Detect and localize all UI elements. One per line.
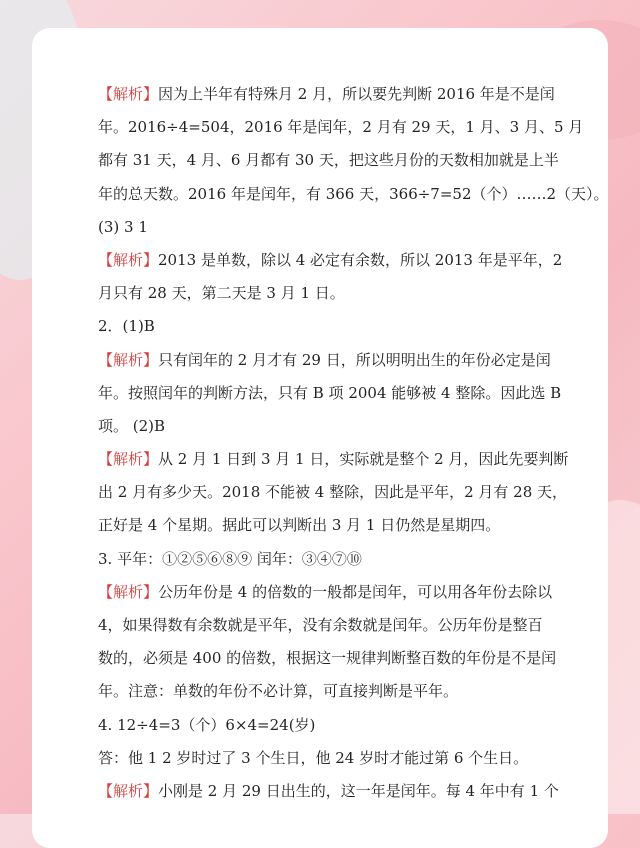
- text-line: [98, 742, 558, 775]
- text-line: [98, 377, 562, 410]
- line-body: 答：他 1 2 岁时过了 3 个生日，他 24 岁时才能过第 6 个生日。: [98, 748, 529, 767]
- text-line: [98, 310, 558, 343]
- line-body: 4，如果得数有余数就是平年，没有余数就是闰年。公历年份是整百: [98, 616, 543, 634]
- text-line: [98, 576, 558, 609]
- line-body: 2．(1)B: [98, 317, 155, 336]
- text-line: [98, 642, 558, 675]
- line-body: 年。按照闰年的判断方法，只有 B 项 2004 能够被 4 整除。因此选 B: [98, 383, 562, 402]
- line-body: 出 2 月有多少天。2018 不能被 4 整除，因此是平年，2 月有 28 天，: [98, 483, 568, 502]
- line-body: 小刚是 2 月 29 日出生的，这一年是闰年。每 4 年中有 1 个: [158, 781, 559, 800]
- line-body: 因为上半年有特殊月 2 月，所以要先判断 2016 年是不是闰: [158, 85, 555, 103]
- line-body: 3. 平年：①②⑤⑥⑧⑨ 闰年：③④⑦⑩: [98, 549, 362, 568]
- line-body: 2013 是单数，除以 4 必定有余数，所以 2013 年是平年，2: [158, 250, 563, 269]
- line-body: 年的总天数。2016 年是闰年，有 366 天，366÷7=52（个）……2（天）。: [98, 184, 609, 203]
- line-body: 年。注意：单数的年份不必计算，可直接判断是平年。: [98, 682, 459, 701]
- text-line: [98, 244, 563, 277]
- text-line: [98, 178, 609, 211]
- analysis-tag: 【解析】: [98, 85, 159, 103]
- text-line: [98, 78, 558, 111]
- text-line: [98, 476, 568, 509]
- analysis-tag: 【解析】: [98, 350, 159, 369]
- line-body: 只有闰年的 2 月才有 29 日，所以明明出生的年份必定是闰: [158, 350, 551, 369]
- analysis-tag: 【解析】: [98, 250, 159, 269]
- text-line: [98, 277, 558, 310]
- text-line: [98, 509, 558, 542]
- text-line: [98, 775, 558, 808]
- text-line: [98, 344, 558, 377]
- text-line: [98, 410, 558, 443]
- analysis-tag: 【解析】: [98, 582, 159, 601]
- analysis-tag: 【解析】: [98, 781, 159, 800]
- text-line: [98, 609, 558, 642]
- text-line: [98, 709, 558, 742]
- line-body: 都有 31 天，4 月、6 月都有 30 天，把这些月份的天数相加就是上半: [98, 151, 559, 170]
- line-body: 数的，必须是 400 的倍数，根据这一规律判断整百数的年份是不是闰: [98, 649, 557, 668]
- line-body: 月只有 28 天，第二天是 3 月 1 日。: [98, 284, 345, 303]
- text-line: [98, 111, 584, 144]
- text-line: [98, 211, 558, 244]
- text-line: [98, 543, 558, 576]
- analysis-tag: 【解析】: [98, 450, 159, 469]
- line-body: 正好是 4 个星期。据此可以判断出 3 月 1 日仍然是星期四。: [98, 516, 501, 535]
- line-body: 项。 (2)B: [98, 416, 166, 435]
- line-body: (3) 3 1: [98, 217, 148, 236]
- line-body: 公历年份是 4 的倍数的一般都是闰年，可以用各年份去除以: [158, 582, 553, 601]
- answer-text: [98, 78, 609, 808]
- line-body: 4. 12÷4=3（个）6×4=24(岁): [98, 715, 316, 734]
- text-line: [98, 144, 558, 177]
- line-body: 从 2 月 1 日到 3 月 1 日，实际就是整个 2 月，因此先要判断: [158, 450, 569, 469]
- text-line: [98, 443, 569, 476]
- text-line: [98, 675, 558, 708]
- line-body: 年。2016÷4=504，2016 年是闰年，2 月有 29 天，1 月、3 月、5 月: [98, 118, 584, 137]
